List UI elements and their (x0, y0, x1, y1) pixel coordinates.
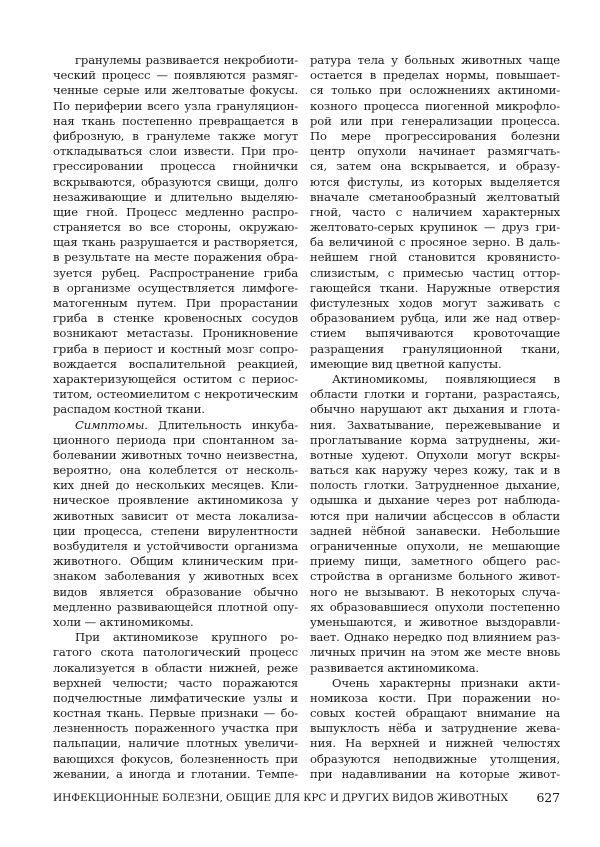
text-line: гатого скота патологический процесс (53, 645, 298, 660)
text-line: распадом костной ткани. (53, 402, 205, 417)
text-line: центр опухоли начинает размягчать- (310, 144, 560, 159)
text-line (53, 418, 298, 433)
text-line: развивается актиномикома. (310, 660, 479, 675)
text-line: титом, остеомиелитом с некротическим (53, 387, 298, 402)
section-heading-italic: Симптомы. (75, 417, 148, 432)
text-line: ния. На верхней и нижней челюстях (310, 736, 560, 751)
text-line: медленно развивающейся плотной опу- (53, 599, 298, 614)
text-line: зуется рубец. Распространение гриба (53, 265, 298, 280)
text-line-rest: Длительность инкуба- (147, 417, 298, 432)
text-line: ченные серые или желтоватые фокусы. (53, 83, 298, 98)
text-line: в организме осуществляется лимфоге- (53, 280, 298, 295)
text-line: лезненность пораженного участка при (53, 721, 298, 736)
text-line: вначале сметанообразный желтоватый (310, 189, 560, 204)
text-line: слизистым, с примесью частиц оттор- (310, 265, 560, 280)
text-line: ническое проявление актиномикоза у (53, 493, 298, 508)
text-line: стройства в организме больного живот- (310, 569, 560, 584)
text-line: возбудителя и устойчивости организма (53, 539, 298, 553)
text-line: одышка и дыхание через рот наблюда- (310, 493, 560, 508)
text-line: ся, затем она вскрывается, и образу- (310, 159, 560, 174)
text-line: страняется во все стороны, окружаю- (53, 220, 298, 235)
text-line: При актиномикозе крупного ро- (75, 630, 298, 645)
page-footer (53, 790, 560, 806)
text-line: ного не вызывают. В некоторых случа- (310, 584, 560, 599)
text-line: возникают метастазы. Проникновение (53, 326, 298, 341)
text-line: вскрываются, образуются свищи, долго (53, 174, 298, 189)
paragraph (310, 372, 560, 676)
text-line: вает. Однако нередко под влиянием раз- (310, 630, 560, 645)
text-column-right (310, 53, 560, 782)
text-line: в результате на месте поражения обра- (53, 250, 298, 265)
text-line: ются при наличии абсцессов в области (310, 508, 560, 523)
text-line: разращения грануляционной ткани, (310, 341, 560, 356)
text-line: фистулезных ходов могут заживать с (310, 296, 560, 310)
text-line: рой или при генерализации процесса. (310, 113, 560, 128)
text-line: знаком заболевания у животных всех (53, 569, 298, 584)
text-line: ограниченные опухоли, не мешающие (310, 539, 560, 553)
text-line: откладываться слои извести. При про- (53, 144, 298, 159)
text-line: По мере прогрессирования болезни (310, 128, 560, 143)
text-line: животных зависит от места локализа- (53, 508, 298, 523)
text-line: вероятно, она колеблется от несколь- (53, 463, 298, 478)
text-line: полость глотки. Затрудненное дыхание, (310, 478, 560, 493)
text-line: характеризующейся оститом с периос- (53, 371, 298, 386)
text-line: холи — актиномикомы. (53, 614, 194, 629)
text-line: верхней челюсти; часто поражаются (53, 675, 298, 690)
text-line: ная ткань постепенно превращается в (53, 113, 298, 128)
text-line: номикоза кости. При поражении но- (310, 690, 560, 705)
text-line: личных причин на этом же месте вновь (310, 645, 560, 660)
text-line: гающейся ткани. Наружные отверстия (310, 280, 560, 295)
text-line: По периферии всего узла грануляцион- (53, 98, 298, 113)
text-line: гриба в стенке кровеносных сосудов (53, 311, 298, 326)
text-line: ба величиной с просяное зерно. В даль- (310, 235, 560, 250)
text-line: костная ткань. Первые признаки — бо- (53, 706, 298, 721)
text-line: грессировании процесса гнойнички (53, 159, 298, 174)
text-line: гриба в периост и костный мозг сопро- (53, 341, 298, 356)
text-line: имеющие вид цветной капусты. (310, 356, 502, 371)
text-line: ратура тела у больных животных чаще (310, 53, 560, 67)
text-line: приему пищи, заметного общего рас- (310, 554, 560, 569)
text-line: образуются неподвижные утолщения, (310, 751, 560, 766)
text-line: ческий процесс — появляются размяг- (53, 68, 298, 83)
paragraph (53, 53, 298, 418)
text-line: ции процесса, степени вирулентности (53, 523, 298, 538)
text-line: задней нёбной занавески. Небольшие (310, 523, 560, 538)
text-line: стием выпячиваются кровоточащие (310, 326, 560, 341)
text-line: щие гной. Процесс медленно распро- (53, 204, 298, 219)
text-line: выпуклость нёба и затруднение жева- (310, 721, 560, 736)
text-line: ваться как наружу через кожу, так и в (310, 463, 560, 478)
text-line: ния. Захватывание, пережевывание и (310, 417, 560, 432)
page-number: 627 (536, 790, 560, 805)
text-line: животного. Общим клиническим при- (53, 554, 298, 569)
text-line: проглатывание корма затруднены, жи- (310, 432, 560, 447)
text-line: жевании, а иногда и глотании. Темпе- (53, 766, 298, 781)
text-line: гной, часто с наличием характерных (310, 204, 560, 219)
text-line: вающихся фокусов, болезненность при (53, 751, 298, 766)
text-line: ких дней до нескольких месяцев. Кли- (53, 478, 298, 493)
text-line: образованием рубца, или же над отвер- (310, 311, 560, 326)
text-line: пальпации, наличие плотных увеличи- (53, 736, 298, 751)
text-line: незаживающие и длительно выделяю- (53, 189, 298, 204)
paragraph (310, 53, 560, 372)
paragraph (53, 630, 298, 782)
text-line: уменьшаются, и животное выздоравли- (310, 614, 560, 629)
text-column-left (53, 53, 298, 782)
text-line: видов является образование обычно (53, 584, 298, 599)
text-line: матогенным путем. При прорастании (53, 296, 298, 310)
text-line: болевании животных точно неизвестна, (53, 447, 298, 462)
paragraph (53, 418, 298, 631)
text-line: гранулемы развивается некробиоти- (75, 53, 298, 67)
text-line: желтовато-серых крупинок — друз гри- (310, 220, 560, 235)
text-line: ях образовавшиеся опухоли постепенно (310, 599, 560, 614)
text-line: при надавливании на которые живот- (310, 766, 560, 781)
text-line: ционного периода при спонтанном за- (53, 432, 298, 447)
text-line: нейшем гной становится кровянисто- (310, 250, 560, 265)
text-line: ются фистулы, из которых выделяется (310, 174, 560, 189)
text-line: области глотки и гортани, разрастаясь, (310, 387, 560, 402)
text-line: подчелюстные лимфатические узлы и (53, 690, 298, 705)
text-line: совых костей обращают внимание на (310, 706, 560, 721)
text-line: Очень характерны признаки акти- (332, 675, 560, 690)
text-line: вотные худеют. Опухоли могут вскры- (310, 447, 560, 462)
text-line: щая ткань разрушается и растворяется, (53, 235, 298, 250)
text-line: козного процесса пиогенной микрофло- (310, 98, 560, 113)
text-line: остается в пределах нормы, повышает- (310, 68, 560, 83)
text-line: ся только при осложнениях актиноми- (310, 83, 560, 98)
text-line: вождается воспалительной реакцией, (53, 356, 298, 371)
text-line: Актиномикомы, появляющиеся в (332, 371, 560, 386)
running-title: ИНФЕКЦИОННЫЕ БОЛЕЗНИ, ОБЩИЕ ДЛЯ КРС И ДРУГИХ ВИДОВ ЖИВОТНЫХ (53, 792, 508, 804)
paragraph (310, 676, 560, 782)
text-line: обычно нарушают акт дыхания и глота- (310, 402, 560, 417)
text-line: фиброзную, в гранулеме также могут (53, 128, 298, 143)
text-line: локализуется в области нижней, реже (53, 660, 298, 675)
